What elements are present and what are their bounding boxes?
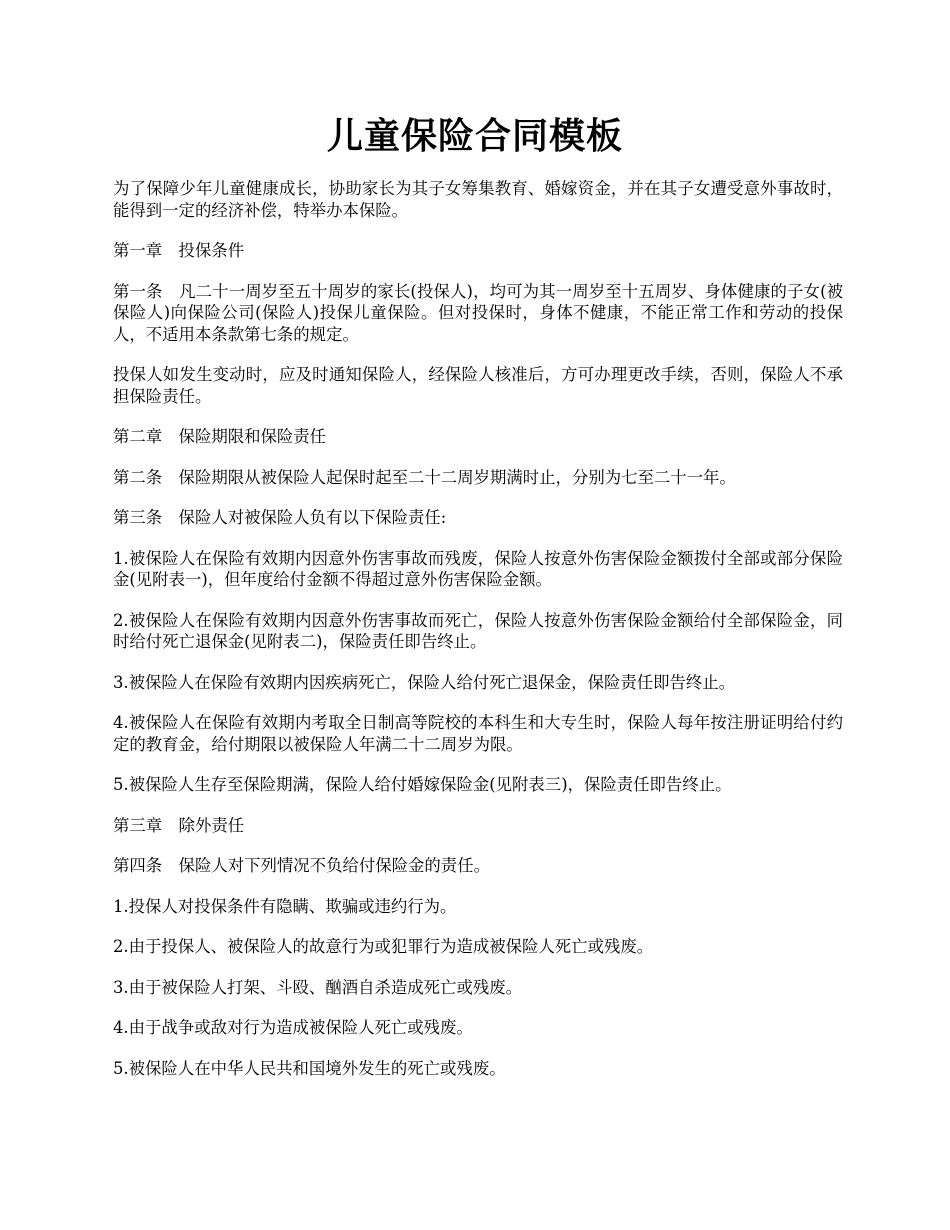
article-2: 第二条 保险期限从被保险人起保时起至二十二周岁期满时止，分别为七至二十一年。 (113, 467, 736, 487)
list-item: 3.被保险人在保险有效期内因疾病死亡，保险人给付死亡退保金，保险责任即告终止。 (113, 672, 736, 692)
paragraph-policyholder-change: 投保人如发生变动时，应及时通知保险人，经保险人核准后，方可办理更改手续，否则，保险人不承担保险责任。 (113, 365, 843, 406)
document-body (113, 178, 843, 1098)
article-4: 第四条 保险人对下列情况不负给付保险金的责任。 (113, 856, 490, 875)
list-item: 2.由于投保人、被保险人的故意行为或犯罪行为造成被保险人死亡或残废。 (113, 937, 654, 956)
chapter-heading-2: 第二章 保险期限和保险责任 (113, 427, 327, 446)
document-title: 儿童保险合同模板 (326, 115, 623, 157)
paragraph-intro: 为了保障少年儿童健康成长，协助家长为其子女筹集教育、婚嫁资金，并在其子女遭受意外事故时，能得到一定的经济补偿，特举办本保险。 (113, 179, 843, 220)
list-item: 5.被保险人生存至保险期满，保险人给付婚嫁保险金(见附表三)，保险责任即告终止。 (113, 775, 732, 794)
list-item: 4.被保险人在保险有效期内考取全日制高等院校的本科生和大专生时，保险人每年按注册证明给付约定的教育金，给付期限以被保险人年满二十二周岁为限。 (113, 713, 843, 754)
list-item: 3.由于被保险人打架、斗殴、酗酒自杀造成死亡或残废。 (113, 977, 523, 997)
list-item: 5.被保险人在中华人民共和国境外发生的死亡或残废。 (113, 1058, 506, 1078)
list-item: 1.投保人对投保条件有隐瞒、欺骗或违约行为。 (113, 896, 457, 916)
article-3: 第三条 保险人对被保险人负有以下保险责任: (113, 508, 447, 527)
chapter-heading-1: 第一章 投保条件 (113, 241, 245, 260)
list-item: 4.由于战争或敌对行为造成被保险人死亡或残废。 (113, 1018, 473, 1037)
article-1: 第一条 凡二十一周岁至五十周岁的家长(投保人)，均可为其一周岁至十五周岁、身体健康的子女(被保险人)向保险公司(保险人)投保儿童保险。但对投保时，身体不健康，不能正常工作和劳动的投保人，不适用本条款第七条的规定。 (113, 281, 843, 344)
list-item: 2.被保险人在保险有效期内因意外伤害事故而死亡，保险人按意外伤害保险金额给付全部保险金，同时给付死亡退保金(见附表二)，保险责任即告终止。 (113, 610, 843, 651)
chapter-heading-3: 第三章 除外责任 (113, 815, 245, 835)
list-item: 1.被保险人在保险有效期内因意外伤害事故而残废，保险人按意外伤害保险金额拨付全部或部分保险金(见附表一)，但年度给付金额不得超过意外伤害保险金额。 (113, 548, 843, 589)
